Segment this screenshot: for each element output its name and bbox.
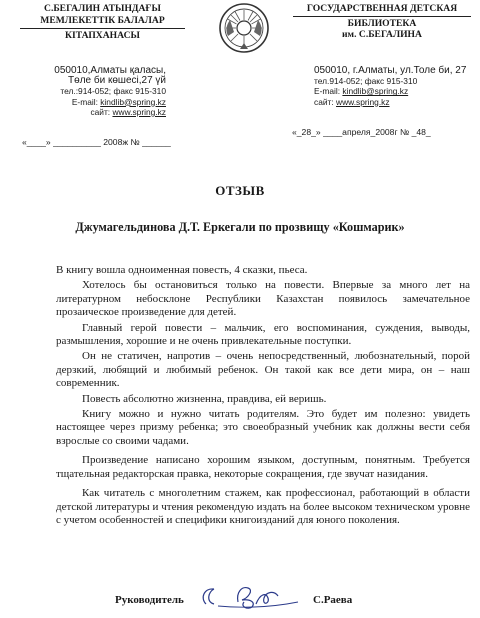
signature-name: С.Раева: [313, 594, 353, 606]
address-left-site-link[interactable]: www.spring.kz: [112, 106, 166, 117]
address-right: [314, 66, 474, 107]
state-emblem-icon: [218, 2, 270, 54]
paragraph-1: В книгу вошла одноименная повесть, 4 сказки, пьеса.: [56, 264, 308, 276]
document-subtitle: Джумагельдинова Д.Т. Еркегали по прозвищу «Кошмарик»: [75, 220, 405, 234]
address-left-site-row: [26, 107, 166, 117]
date-left: «____» __________ 2008ж № ______: [22, 137, 171, 147]
address-right-city: 050010, г.Алматы, ул.Толе би, 27: [314, 65, 467, 76]
address-left-city: 050010,Алматы қаласы,: [54, 65, 166, 76]
document-body: [56, 264, 470, 529]
header-left-rule: [20, 28, 185, 29]
address-left-phone: тел.:914-052; факс 915-310: [60, 86, 166, 97]
address-right-site-row: [314, 97, 474, 107]
header-right-line-1: ГОСУДАРСТВЕННАЯ ДЕТСКАЯ: [306, 3, 458, 14]
address-left: [26, 66, 166, 117]
header-right-line-2: БИБЛИОТЕКА: [347, 17, 417, 29]
paragraph-7: Произведение написано хорошим языком, доступным, понятным. Требуется тщательная редакторская правка, некоторые сокращения, где звучат назидания.: [56, 454, 470, 480]
paragraph-5: Повесть абсолютно жизненна, правдива, ей веришь.: [82, 392, 327, 405]
paragraph-3: Главный герой повести – мальчик, его воспоминания, суждения, выводы, размышления, хорошие и не очень привлекательные поступки.: [56, 321, 470, 348]
header-left-line-1: С.БЕГАЛИН АТЫНДАҒЫ: [44, 3, 161, 14]
document-title: ОТЗЫВ: [215, 183, 265, 198]
header-left-line-2: МЕМЛЕКЕТТІК БАЛАЛАР: [40, 14, 165, 26]
address-right-phone: тел.914-052; факс 915-310: [314, 76, 418, 87]
signature-role: Руководитель: [115, 594, 184, 606]
header-right-rule: [293, 16, 471, 17]
header-right: [293, 3, 471, 41]
header-left-line-3: КІТАПХАНАСЫ: [65, 30, 140, 41]
header-left: [20, 3, 185, 42]
address-left-email-label: E-mail:: [71, 96, 98, 107]
paragraph-8: Как читатель с многолетним стажем, как профессионал, работающий в области детской литературы и чтения рекомендую издать на более высоком техническом уровне с учетом особенностей и специфики книгоизданий для юного поколения.: [56, 487, 470, 526]
header-right-line-3: им. С.БЕГАЛИНА: [342, 29, 422, 40]
paragraph-6: Книгу можно и нужно читать родителям. Это будет им полезно: увидеть настоящее через призму ребенка; это своеобразный учебник как должны вести себя взрослые со своими чадами.: [56, 408, 470, 447]
address-right-site-label: сайт:: [314, 96, 334, 107]
address-left-email-row: [26, 97, 166, 107]
address-left-site-label: сайт:: [90, 106, 111, 117]
paragraph-4: Он не статичен, напротив – очень непосредственный, любознательный, порой дерзкий, любящий и любимый ребенок. Он такой как все дети мира, он – наш современник.: [56, 350, 470, 390]
paragraph-2: Хотелось бы остановиться только на повести. Впервые за много лет на литературном небосклоне Республики Казахстан появилось замечательное прозаическое произведение для детей.: [56, 279, 470, 319]
address-left-street: Төле би көшесі,27 үй: [68, 75, 166, 87]
handwritten-signature-icon: [198, 580, 316, 612]
address-right-email-row: [314, 86, 474, 96]
address-right-email-link[interactable]: kindlib@spring.kz: [342, 86, 409, 97]
address-right-site-link[interactable]: www.spring.kz: [336, 96, 390, 107]
address-left-email-link[interactable]: kindlib@spring.kz: [100, 96, 166, 107]
address-right-email-label: E-mail:: [314, 86, 341, 97]
date-right: «_28_» ____апреля_2008г № _48_: [292, 127, 431, 137]
